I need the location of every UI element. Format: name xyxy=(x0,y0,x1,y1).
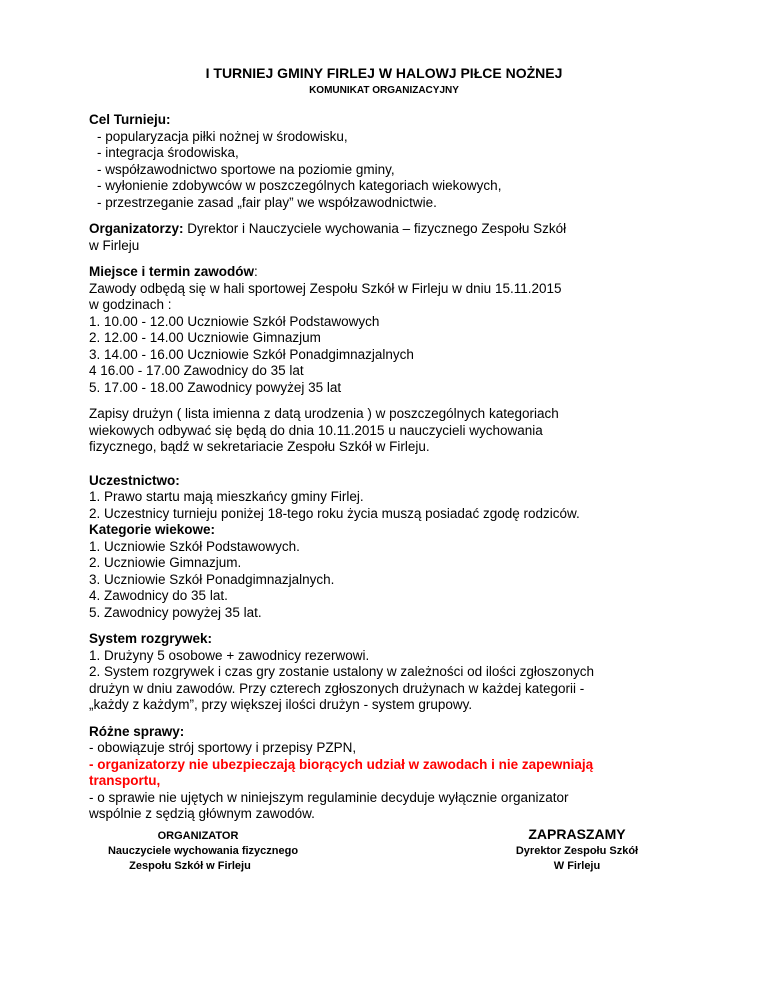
section-zapisy xyxy=(89,406,689,456)
rozne-heading: Różne sprawy: xyxy=(89,723,185,739)
cel-item: - wyłonienie zdobywców w poszczególnych kategoriach wiekowych, xyxy=(97,178,502,193)
organizatorzy-heading: Organizatorzy: xyxy=(89,221,184,236)
system-line: „każdy z każdym”, przy większej ilości drużyn - system grupowy. xyxy=(89,697,473,712)
cel-heading: Cel Turnieju: xyxy=(89,112,171,127)
rozne-line: wspólnie z sędzią głównym zawodów. xyxy=(89,806,315,821)
invite-line: W Firleju xyxy=(553,860,601,872)
signature-invite xyxy=(492,827,662,874)
section-rozne xyxy=(89,724,689,823)
system-line: 2. System rozgrywek i czas gry zostanie ustalony w zależności od ilości zgłoszonych xyxy=(89,664,594,679)
organizer-heading: ORGANIZATOR xyxy=(157,830,239,842)
system-heading: System rozgrywek: xyxy=(89,631,213,646)
signature-organizer xyxy=(88,829,318,874)
schedule-item: 2. 12.00 - 14.00 Uczniowie Gimnazjum xyxy=(89,330,321,345)
cel-item: - współzawodnictwo sportowe na poziomie gminy, xyxy=(97,161,395,177)
uczestnictwo-item: 1. Prawo startu mają mieszkańcy gminy Firlej. xyxy=(89,489,364,504)
zapisy-line: fizycznego, bądź w sekretariacie Zespołu Szkół w Firleju. xyxy=(89,439,430,454)
kategorie-item: 2. Uczniowie Gimnazjum. xyxy=(89,555,242,570)
uczestnictwo-item: 2. Uczestnicy turnieju poniżej 18-tego roku życia muszą posiadać zgodę rodziców. xyxy=(89,505,580,521)
miejsce-heading: Miejsce i termin zawodów xyxy=(89,264,255,279)
rozne-warning: transportu, xyxy=(89,773,161,788)
cel-item: - przestrzeganie zasad „fair play” we współzawodnictwie. xyxy=(97,194,437,210)
cel-item: - integracja środowiska, xyxy=(97,145,239,160)
zapisy-line: Zapisy drużyn ( lista imienna z datą urodzenia ) w poszczególnych kategoriach xyxy=(89,406,559,421)
kategorie-item: 4. Zawodnicy do 35 lat. xyxy=(89,588,228,603)
miejsce-line: w godzinach : xyxy=(89,297,172,312)
system-line: drużyn w dniu zawodów. Przy czterech zgłoszonych drużynach w każdej kategorii - xyxy=(89,680,585,696)
document-subtitle: KOMUNIKAT ORGANIZACYJNY xyxy=(309,85,459,96)
cel-item: - popularyzacja piłki nożnej w środowisku, xyxy=(97,128,348,144)
kategorie-heading: Kategorie wiekowe: xyxy=(89,522,216,537)
section-uczestnictwo xyxy=(89,473,689,622)
schedule-item: 5. 17.00 - 18.00 Zawodnicy powyżej 35 lat xyxy=(89,379,342,395)
schedule-item: 3. 14.00 - 16.00 Uczniowie Szkół Ponadgimnazjalnych xyxy=(89,346,414,362)
organizer-line: Nauczyciele wychowania fizycznego xyxy=(107,845,299,857)
kategorie-item: 5. Zawodnicy powyżej 35 lat. xyxy=(89,604,262,620)
section-miejsce xyxy=(89,264,689,396)
rozne-line: - obowiązuje strój sportowy i przepisy PZPN, xyxy=(89,740,357,755)
miejsce-line: Zawody odbędą się w hali sportowej Zespołu Szkół w Firleju w dniu 15.11.2015 xyxy=(89,280,562,296)
organizer-line: Zespołu Szkół w Firleju xyxy=(129,860,251,872)
section-cel xyxy=(89,112,689,211)
document-title: I TURNIEJ GMINY FIRLEJ W HALOWJ PIŁCE NOŻNEJ xyxy=(205,65,563,81)
organizatorzy-text: Dyrektor i Nauczyciele wychowania – fizycznego Zespołu Szkół xyxy=(183,221,567,236)
section-organizatorzy xyxy=(89,221,689,254)
invite-line: Dyrektor Zespołu Szkół xyxy=(515,845,639,857)
organizatorzy-line xyxy=(89,221,689,238)
uczestnictwo-heading: Uczestnictwo: xyxy=(89,472,180,488)
schedule-item: 4 16.00 - 17.00 Zawodnicy do 35 lat xyxy=(89,363,304,378)
section-system xyxy=(89,631,689,714)
invite-heading: ZAPRASZAMY xyxy=(528,826,626,842)
rozne-line: - o sprawie nie ujętych w niniejszym regulaminie decyduje wyłącznie organizator xyxy=(89,789,569,805)
rozne-warning: - organizatorzy nie ubezpieczają biorących udział w zawodach i nie zapewniają xyxy=(89,756,594,772)
zapisy-line: wiekowych odbywać się będą do dnia 10.11.2015 u nauczycieli wychowania xyxy=(89,422,543,438)
miejsce-heading-line xyxy=(89,264,689,281)
schedule-item: 1. 10.00 - 12.00 Uczniowie Szkół Podstawowych xyxy=(89,313,380,329)
system-line: 1. Drużyny 5 osobowe + zawodnicy rezerwowi. xyxy=(89,647,370,663)
kategorie-item: 1. Uczniowie Szkół Podstawowych. xyxy=(89,538,300,554)
document-body xyxy=(89,112,689,823)
kategorie-item: 3. Uczniowie Szkół Ponadgimnazjalnych. xyxy=(89,571,335,587)
organizatorzy-text-2: w Firleju xyxy=(89,237,140,253)
miejsce-colon: : xyxy=(254,264,258,279)
